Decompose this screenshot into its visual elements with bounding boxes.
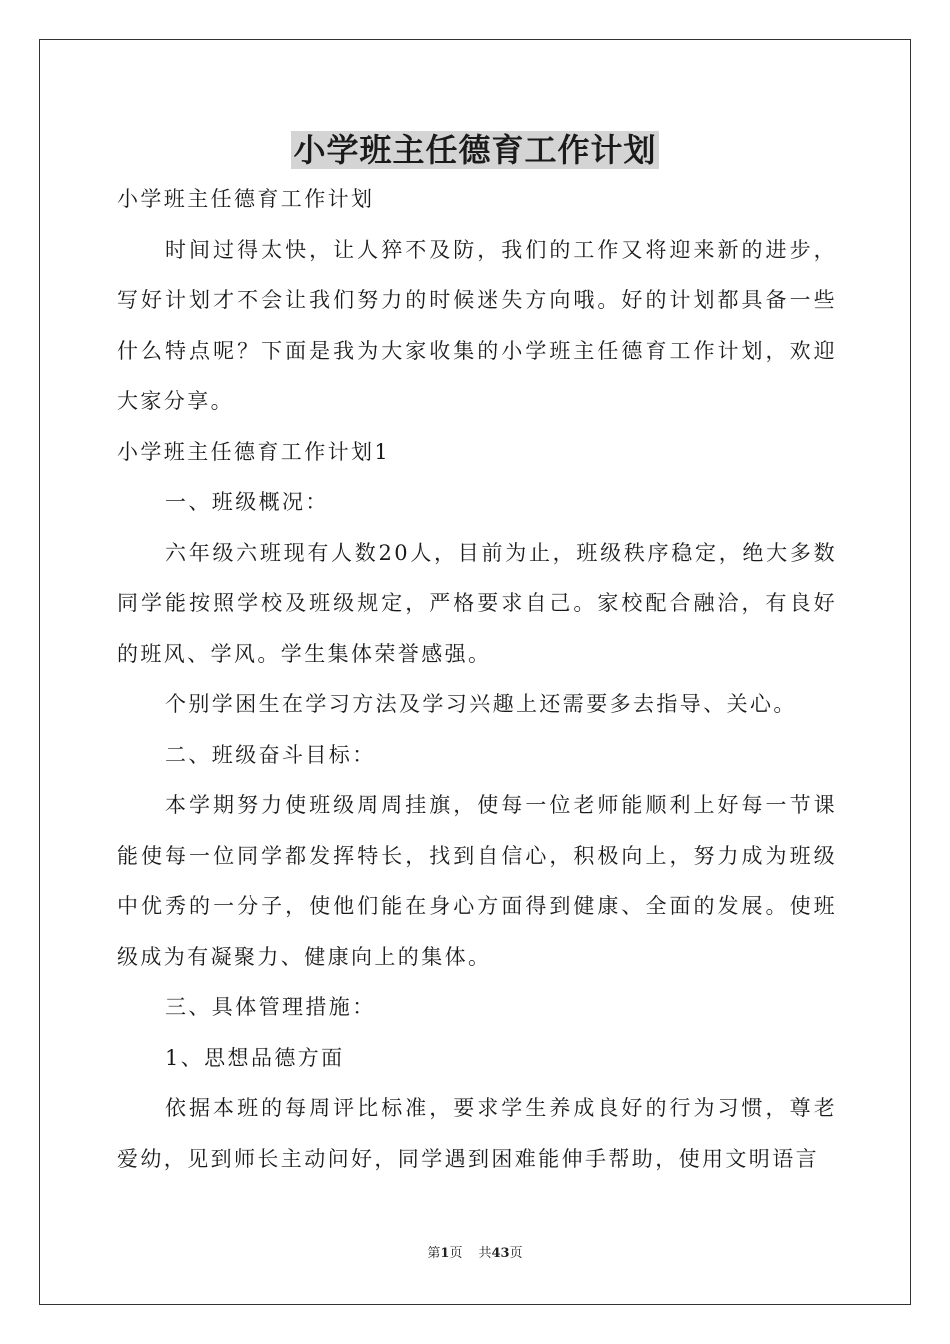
moral-education-paragraph: 依据本班的每周评比标准，要求学生养成良好的行为习惯，尊老爱幼，见到师长主动问好，同学遇到困难能伸手帮助，使用文明语言: [117, 1096, 837, 1171]
total-prefix: 共: [478, 1246, 492, 1261]
subtitle-paragraph: 小学班主任德育工作计划: [117, 187, 375, 211]
struggling-students-paragraph: 个别学困生在学习方法及学习兴趣上还需要多去指导、关心。: [165, 692, 797, 716]
document-title: [0, 124, 950, 176]
page-prefix: 第: [427, 1246, 441, 1261]
total-pages-number: 43: [491, 1246, 510, 1261]
section-heading-plan-1: 小学班主任德育工作计划1: [117, 439, 391, 464]
heading-class-overview: 一、班级概况：: [165, 490, 329, 514]
page-suffix: 页: [449, 1246, 463, 1261]
heading-class-goals: 二、班级奋斗目标：: [165, 742, 376, 767]
document-title-text: 小学班主任德育工作计划: [293, 131, 657, 169]
total-suffix: 页: [509, 1246, 523, 1261]
class-overview-paragraph: 六年级六班现有人数20人，目前为止，班级秩序稳定，绝大多数同学能按照学校及班级规定，严格要求自己。家校配合融洽，有良好的班风、学风。学生集体荣誉感强。: [117, 540, 837, 666]
class-goals-paragraph: 本学期努力使班级周周挂旗，使每一位老师能顺利上好每一节课能使每一位同学都发挥特长，找到自信心，积极向上，努力成为班级中优秀的一分子，使他们能在身心方面得到健康、全面的发展。使班级成为有凝聚力、健康向上的集体。: [117, 793, 837, 969]
page-footer: [0, 1244, 950, 1264]
intro-paragraph: 时间过得太快，让人猝不及防，我们的工作又将迎来新的进步，写好计划才不会让我们努力的时候迷失方向哦。好的计划都具备一些什么特点呢？下面是我为大家收集的小学班主任德育工作计划，欢迎大家分享。: [117, 237, 837, 413]
heading-moral-education: 1、思想品德方面: [165, 1045, 345, 1070]
document-body: [117, 174, 837, 1184]
heading-management-measures: 三、具体管理措施：: [165, 995, 376, 1019]
current-page-number: 1: [440, 1246, 450, 1261]
